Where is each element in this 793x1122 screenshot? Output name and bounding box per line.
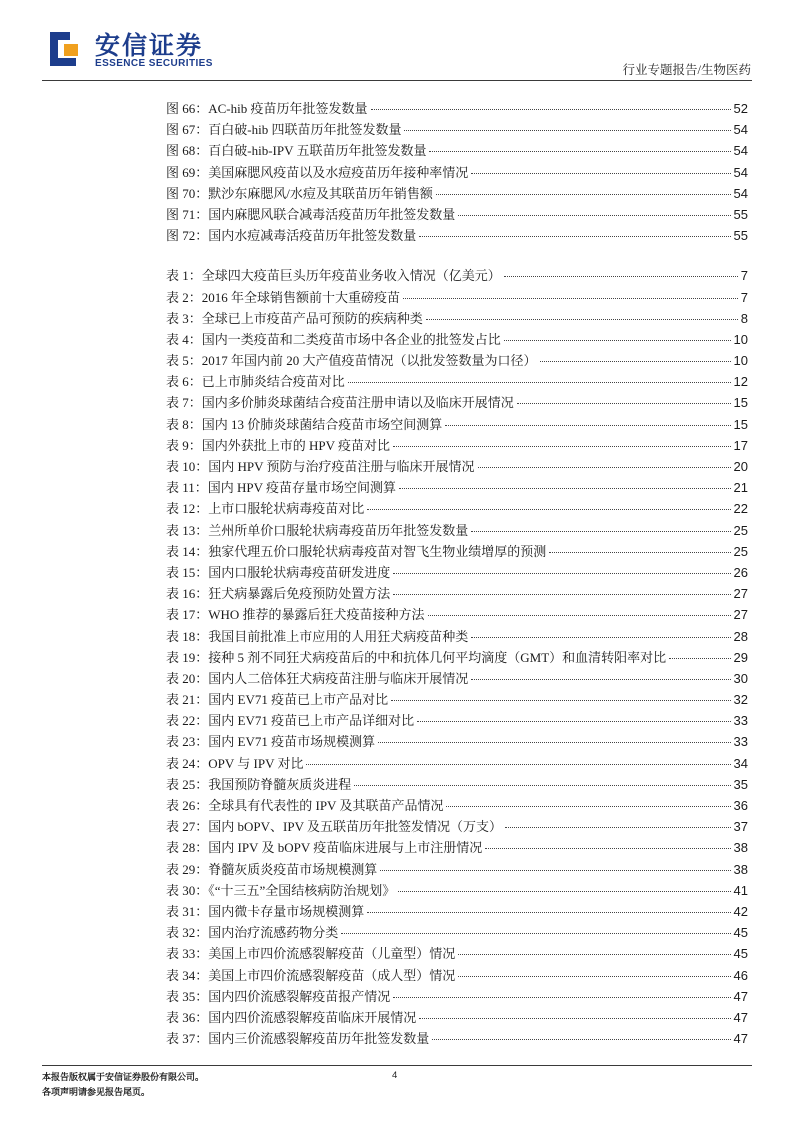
copyright-note: 本报告版权属于安信证券股份有限公司。 [42, 1072, 205, 1082]
toc-leader-dots [458, 215, 730, 216]
table-list [166, 265, 748, 1049]
toc-entry-label: 表 28：国内 IPV 及 bOPV 疫苗临床进展与上市注册情况 [166, 840, 483, 856]
toc-leader-dots [419, 236, 730, 237]
toc-entry-label: 表 35：国内四价流感裂解疫苗报产情况 [166, 988, 391, 1004]
toc-entry-label: 表 8：国内 13 价肺炎球菌结合疫苗市场空间测算 [166, 416, 443, 432]
toc-entry-page: 47 [733, 1031, 748, 1047]
toc-entry[interactable] [166, 140, 748, 161]
toc-entry-page: 38 [733, 840, 748, 856]
toc-leader-dots [505, 827, 731, 828]
toc-entry-label: 图 69：美国麻腮风疫苗以及水痘疫苗历年接种率情况 [166, 164, 469, 180]
toc-entry-label: 表 9：国内外获批上市的 HPV 疫苗对比 [166, 437, 391, 453]
toc-entry-label: 表 13：兰州所单价口服轮状病毒疫苗历年批签发数量 [166, 522, 469, 538]
toc-leader-dots [471, 173, 730, 174]
toc-entry[interactable] [166, 626, 748, 647]
toc-entry-label: 表 10：国内 HPV 预防与治疗疫苗注册与临床开展情况 [166, 459, 475, 474]
toc-entry-label: 表 16：狂犬病暴露后免疫预防处置方法 [166, 586, 391, 602]
toc-entry[interactable] [166, 774, 748, 795]
toc-entry[interactable] [166, 880, 748, 901]
toc-leader-dots [549, 552, 730, 553]
toc-leader-dots [540, 361, 731, 362]
toc-entry[interactable] [166, 837, 748, 858]
toc-entry-page: 36 [733, 798, 748, 813]
toc-entry-page: 32 [733, 692, 748, 708]
toc-entry-label: 表 23：国内 EV71 疫苗市场规模测算 [166, 734, 376, 750]
figure-list [166, 98, 748, 246]
header-divider [42, 80, 752, 81]
toc-entry-page: 41 [733, 882, 748, 898]
toc-entry-label: 表 4：国内一类疫苗和二类疫苗市场中各企业的批签发占比 [166, 331, 501, 347]
toc-leader-dots [504, 340, 731, 341]
toc-entry-page: 10 [733, 331, 748, 347]
toc-entry-page: 54 [733, 122, 748, 138]
brand-name-cn: 安信证券 [95, 31, 204, 60]
brand-name-en: ESSENCE SECURITIES [95, 58, 213, 69]
toc-entry-label: 表 6：已上市肺炎结合疫苗对比 [166, 374, 345, 390]
toc-leader-dots [471, 531, 730, 532]
toc-leader-dots [417, 721, 730, 722]
toc-leader-dots [445, 425, 730, 426]
page-header [0, 0, 793, 80]
toc-leader-dots [426, 319, 738, 320]
toc-leader-dots [367, 912, 730, 913]
toc-entry-page: 37 [733, 819, 748, 835]
toc-leader-dots [393, 446, 731, 447]
toc-entry-page: 15 [733, 395, 748, 411]
toc-entry-page: 15 [733, 416, 748, 432]
toc-leader-dots [446, 806, 730, 807]
toc-entry-label: 图 72：国内水痘减毒活疫苗历年批签发数量 [166, 228, 417, 244]
toc-entry-label: 表 37：国内三价流感裂解疫苗历年批签发数量 [166, 1031, 430, 1047]
toc-leader-dots [393, 594, 730, 595]
toc-entry-label: 表 12：上市口服轮状病毒疫苗对比 [166, 501, 365, 517]
toc-leader-dots [393, 573, 730, 574]
toc-entry[interactable] [166, 647, 748, 668]
toc-entry-page: 17 [733, 437, 748, 453]
toc-leader-dots [391, 700, 730, 701]
toc-leader-dots [669, 658, 730, 659]
toc-entry[interactable] [166, 859, 748, 880]
toc-entry[interactable] [166, 604, 748, 625]
toc-entry-page: 22 [733, 501, 748, 517]
toc-entry-label: 图 71：国内麻腮风联合减毒活疫苗历年批签发数量 [166, 206, 456, 222]
toc-entry-label: 图 66：AC-hib 疫苗历年批签发数量 [166, 101, 368, 116]
toc-entry-label: 表 20：国内人二倍体狂犬病疫苗注册与临床开展情况 [166, 670, 469, 686]
toc-leader-dots [306, 764, 730, 765]
toc-entry-label: 表 7：国内多价肺炎球菌结合疫苗注册申请以及临床开展情况 [166, 395, 514, 411]
toc-entry-label: 表 11：国内 HPV 疫苗存量市场空间测算 [166, 480, 397, 496]
toc-entry[interactable] [166, 392, 748, 413]
toc-entry-label: 表 30：《“十三五”全国结核病防治规划》 [166, 882, 396, 898]
toc-leader-dots [393, 997, 730, 998]
toc-entry[interactable] [166, 265, 748, 286]
toc-entry-label: 表 2：2016 年全球销售额前十大重磅疫苗 [166, 289, 401, 305]
toc-entry-label: 表 36：国内四价流感裂解疫苗临床开展情况 [166, 1009, 417, 1025]
toc-entry[interactable] [166, 329, 748, 350]
toc-entry-label: 图 68：百白破-hib-IPV 五联苗历年批签发数量 [166, 143, 427, 159]
toc-entry[interactable] [166, 922, 748, 943]
toc-entry[interactable] [166, 795, 748, 816]
toc-entry-page: 33 [733, 734, 748, 750]
toc-entry[interactable] [166, 986, 748, 1007]
toc-entry-page: 47 [733, 988, 748, 1004]
toc-entry-page: 7 [740, 268, 748, 284]
toc-entry[interactable] [166, 562, 748, 583]
toc-entry-label: 表 25：我国预防脊髓灰质炎进程 [166, 776, 352, 792]
toc-leader-dots [517, 403, 731, 404]
toc-entry[interactable] [166, 98, 748, 119]
toc-entry[interactable] [166, 689, 748, 710]
toc-entry-page: 42 [733, 903, 748, 919]
toc-leader-dots [436, 194, 731, 195]
toc-leader-dots [458, 954, 730, 955]
toc-entry-page: 34 [733, 755, 748, 771]
toc-leader-dots [471, 679, 730, 680]
toc-entry-page: 45 [733, 946, 748, 962]
toc-leader-dots [341, 933, 730, 934]
toc-entry-page: 29 [733, 649, 748, 665]
toc-entry-label: 表 22：国内 EV71 疫苗已上市产品详细对比 [166, 713, 415, 729]
toc-entry-label: 表 32：国内治疗流感药物分类 [166, 925, 339, 941]
toc-entry[interactable] [166, 414, 748, 435]
toc-entry-label: 表 33：美国上市四价流感裂解疫苗（儿童型）情况 [166, 946, 456, 962]
toc-leader-dots [471, 637, 730, 638]
toc-entry-page: 54 [733, 164, 748, 180]
toc-entry-page: 25 [733, 522, 748, 538]
toc-entry[interactable] [166, 456, 748, 477]
toc-entry[interactable] [166, 901, 748, 922]
toc-entry[interactable] [166, 498, 748, 519]
toc-entry-label: 表 14：独家代理五价口服轮状病毒疫苗对智飞生物业绩增厚的预测 [166, 543, 547, 559]
toc-leader-dots [404, 130, 730, 131]
toc-entry[interactable] [166, 816, 748, 837]
toc-leader-dots [354, 785, 730, 786]
toc-entry-page: 54 [733, 185, 748, 201]
toc-entry-page: 55 [733, 228, 748, 244]
footer-divider [42, 1065, 752, 1066]
toc-entry-label: 图 70：默沙东麻腮风/水痘及其联苗历年销售额 [166, 185, 433, 201]
toc-entry-label: 图 67：百白破-hib 四联苗历年批签发数量 [166, 122, 402, 138]
toc-leader-dots [378, 742, 730, 743]
toc-entry-label: 表 15：国内口服轮状病毒疫苗研发进度 [166, 564, 391, 580]
toc-entry-page: 25 [733, 543, 748, 559]
toc-entry[interactable] [166, 477, 748, 498]
toc-entry-label: 表 1：全球四大疫苗巨头历年疫苗业务收入情况（亿美元） [166, 268, 501, 284]
toc-entry[interactable] [166, 225, 748, 246]
toc-leader-dots [398, 891, 730, 892]
toc-entry-page: 28 [733, 628, 748, 644]
toc-entry-label: 表 17：WHO 推荐的暴露后狂犬疫苗接种方法 [166, 607, 425, 623]
toc-entry[interactable] [166, 520, 748, 541]
group-spacer [166, 246, 748, 265]
toc-leader-dots [432, 1039, 730, 1040]
toc-entry-page: 54 [733, 143, 748, 159]
toc-entry-page: 30 [733, 670, 748, 686]
toc-entry[interactable] [166, 1028, 748, 1049]
toc-entry[interactable] [166, 308, 748, 329]
essence-logo-icon [44, 28, 84, 70]
page-number: 4 [392, 1070, 398, 1081]
toc-entry[interactable] [166, 371, 748, 392]
toc-entry-label: 表 21：国内 EV71 疫苗已上市产品对比 [166, 692, 389, 708]
toc-entry[interactable] [166, 287, 748, 308]
toc-entry-page: 27 [733, 607, 748, 623]
disclaimer-note: 各项声明请参见报告尾页。 [42, 1087, 151, 1097]
toc-entry-page: 12 [733, 374, 748, 390]
toc-entry-page: 26 [733, 564, 748, 580]
toc-leader-dots [399, 488, 730, 489]
toc-entry[interactable] [166, 162, 748, 183]
toc-leader-dots [419, 1018, 730, 1019]
toc-entry-page: 52 [733, 101, 748, 116]
toc-entry-label: 表 24：OPV 与 IPV 对比 [166, 755, 304, 771]
toc-entry-page: 47 [733, 1009, 748, 1025]
toc-list [166, 98, 748, 1049]
toc-leader-dots [458, 976, 730, 977]
toc-entry[interactable] [166, 204, 748, 225]
toc-entry-label: 表 31：国内微卡存量市场规模测算 [166, 903, 365, 919]
toc-entry[interactable] [166, 943, 748, 964]
toc-entry-label: 表 3：全球已上市疫苗产品可预防的疾病种类 [166, 310, 423, 326]
toc-entry-label: 表 5：2017 年国内前 20 大产值疫苗情况（以批发签数量为口径） [166, 353, 537, 369]
toc-leader-dots [478, 467, 731, 468]
toc-leader-dots [504, 276, 738, 277]
toc-entry[interactable] [166, 1007, 748, 1028]
toc-leader-dots [367, 509, 730, 510]
toc-leader-dots [348, 382, 731, 383]
toc-entry-page: 20 [733, 459, 748, 474]
toc-entry-page: 27 [733, 586, 748, 602]
toc-entry-page: 21 [733, 480, 748, 496]
toc-entry[interactable] [166, 435, 748, 456]
toc-leader-dots [371, 109, 731, 110]
toc-entry-label: 表 26：全球具有代表性的 IPV 及其联苗产品情况 [166, 798, 444, 813]
toc-entry[interactable] [166, 753, 748, 774]
toc-entry[interactable] [166, 183, 748, 204]
toc-entry-label: 表 19：接种 5 剂不同狂犬病疫苗后的中和抗体几何平均滴度（GMT）和血清转阳率对比 [166, 649, 667, 665]
toc-entry-page: 8 [740, 310, 748, 326]
toc-entry[interactable] [166, 583, 748, 604]
toc-leader-dots [429, 151, 730, 152]
toc-entry-page: 45 [733, 925, 748, 941]
toc-entry-page: 33 [733, 713, 748, 729]
toc-leader-dots [403, 298, 738, 299]
toc-entry-page: 46 [733, 967, 748, 983]
toc-leader-dots [485, 848, 730, 849]
toc-entry-label: 表 18：我国目前批准上市应用的人用狂犬病疫苗种类 [166, 628, 469, 644]
toc-entry[interactable] [166, 119, 748, 140]
toc-entry-label: 表 27：国内 bOPV、IPV 及五联苗历年批签发情况（万支） [166, 819, 502, 835]
toc-entry[interactable] [166, 350, 748, 371]
toc-entry-label: 表 29：脊髓灰质炎疫苗市场规模测算 [166, 861, 378, 877]
toc-entry[interactable] [166, 541, 748, 562]
toc-entry-label: 表 34：美国上市四价流感裂解疫苗（成人型）情况 [166, 967, 456, 983]
toc-entry-page: 35 [733, 776, 748, 792]
toc-entry[interactable] [166, 965, 748, 986]
toc-entry-page: 55 [733, 206, 748, 222]
toc-leader-dots [380, 870, 730, 871]
toc-entry[interactable] [166, 731, 748, 752]
toc-leader-dots [428, 615, 731, 616]
toc-entry-page: 10 [733, 353, 748, 369]
toc-entry[interactable] [166, 710, 748, 731]
toc-entry[interactable] [166, 668, 748, 689]
report-type: 行业专题报告/生物医药 [622, 63, 751, 77]
toc-entry-page: 7 [740, 289, 748, 305]
toc-entry-page: 38 [733, 861, 748, 877]
